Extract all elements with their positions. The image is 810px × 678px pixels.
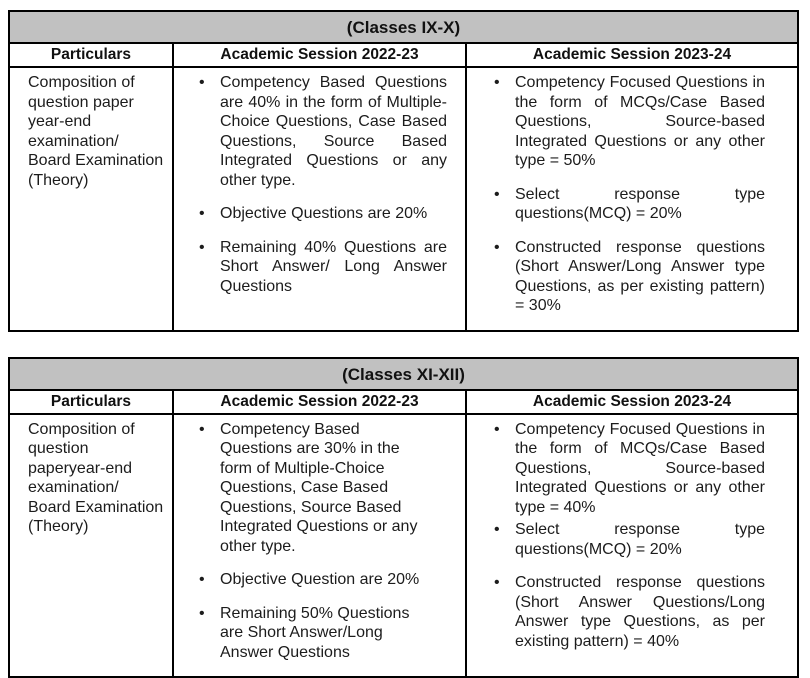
bullet-item: • Competency Based Questions are 30% in the form of Multiple-Choice Questions, Case Based Questions, Source Based Integrated Questions or any other type. [198,420,425,557]
session-2023-24-bullet-list [467,73,797,316]
column-header-particulars: Particulars [10,391,172,413]
table-title-classes-ix-x: (Classes IX-X) [10,12,797,44]
bullet-item: • Remaining 50% Questions are Short Answer/Long Answer Questions [198,604,425,663]
bullet-item: • Select response type questions(MCQ) = 20% [493,520,765,559]
bullet-item: • Remaining 40% Questions are Short Answer/ Long Answer Questions [198,238,447,297]
session-2023-24-bullet-list [467,420,797,652]
bullet-item: • Constructed response questions (Short Answer Questions/Long Answer type Questions, as per existing pattern) = 40% [493,573,765,651]
session-2023-24-cell [465,68,797,330]
column-header-session-2023-24: Academic Session 2023-24 [465,44,797,66]
bullet-item: • Select response type questions(MCQ) = 20% [493,185,765,224]
table-body-row [10,415,797,677]
bullet-item: • Competency Focused Questions in the form of MCQs/Case Based Questions, Source-based Integrated Questions or any other type = 40% [493,420,765,518]
session-2022-23-bullet-list [174,73,465,296]
table-header-row [10,44,797,68]
session-2022-23-cell [172,415,465,677]
bullet-item: • Competency Based Questions are 40% in the form of Multiple-Choice Questions, Case Based Questions, Source Based Integrated Questions or any other type. [198,73,447,190]
bullet-item: • Constructed response questions (Short Answer/Long Answer type Questions, as per existing pattern) = 30% [493,238,765,316]
bullet-item: • Objective Questions are 20% [198,204,447,224]
bullet-item: • Competency Focused Questions in the form of MCQs/Case Based Questions, Source-based Integrated Questions or any other type = 50% [493,73,765,171]
column-header-session-2023-24: Academic Session 2023-24 [465,391,797,413]
column-header-particulars: Particulars [10,44,172,66]
column-header-session-2022-23: Academic Session 2022-23 [172,391,465,413]
column-header-session-2022-23: Academic Session 2022-23 [172,44,465,66]
table-title-classes-xi-xii: (Classes XI-XII) [10,359,797,391]
table-classes-xi-xii [8,357,799,678]
table-header-row [10,391,797,415]
session-2023-24-cell [465,415,797,677]
particulars-cell: Composition of question paperyear-end examination/ Board Examination (Theory) [10,415,172,677]
session-2022-23-bullet-list [174,420,465,663]
bullet-item: • Objective Question are 20% [198,570,425,590]
table-body-row [10,68,797,330]
particulars-cell: Composition of question paper year-end examination/ Board Examination (Theory) [10,68,172,330]
table-classes-ix-x [8,10,799,332]
session-2022-23-cell [172,68,465,330]
